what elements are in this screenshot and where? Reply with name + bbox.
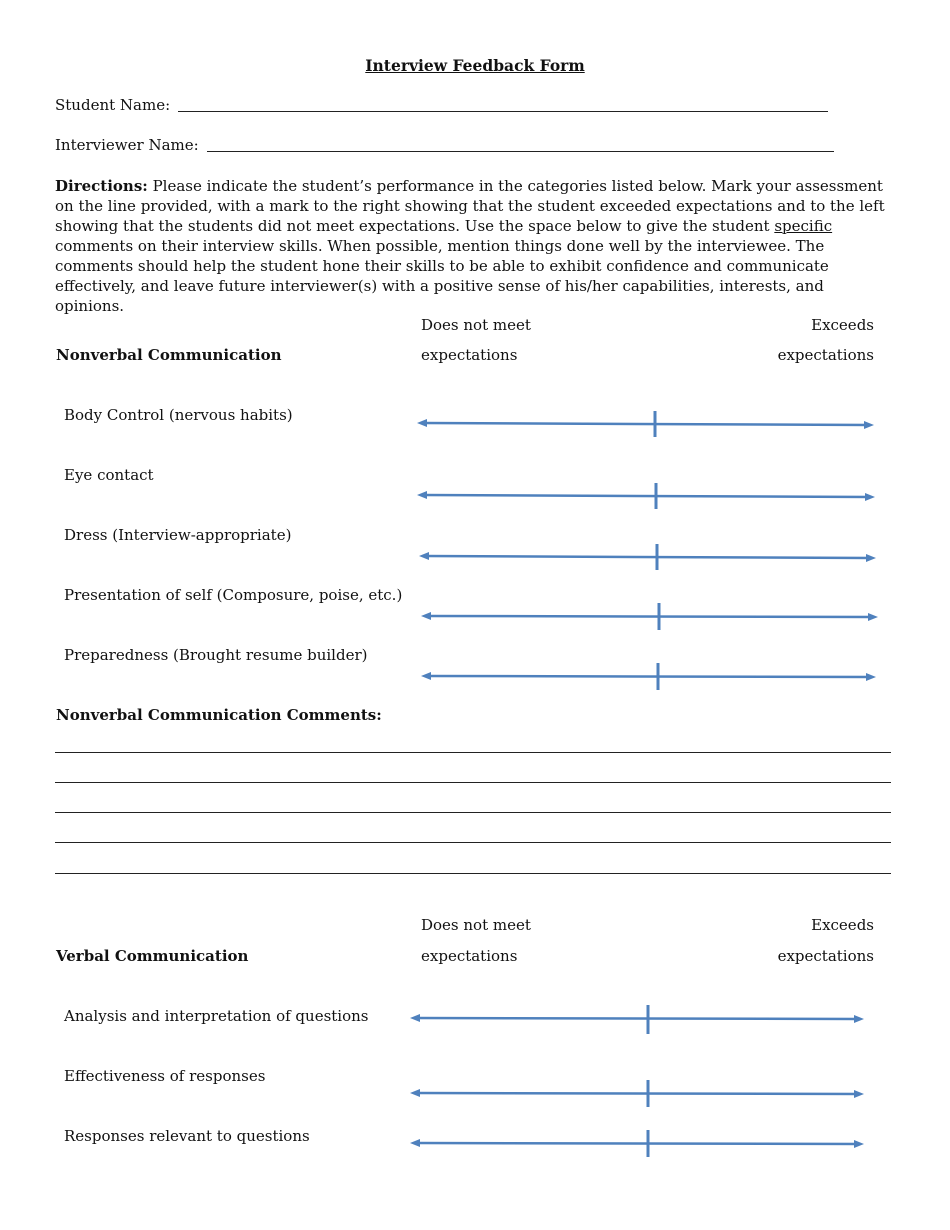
nonverbal-item-label: Body Control (nervous habits) xyxy=(64,406,293,424)
comment-line[interactable] xyxy=(55,842,891,843)
interviewer-name-field[interactable] xyxy=(207,151,834,152)
scale-left-arrowhead xyxy=(421,672,431,680)
rating-scale-preparedness[interactable] xyxy=(419,661,884,693)
scale-line xyxy=(427,676,872,677)
nonverbal-item-label: Dress (Interview-appropriate) xyxy=(64,526,292,544)
verbal-heading: Verbal Communication xyxy=(56,947,249,965)
scale-right-arrowhead xyxy=(854,1140,864,1148)
student-name-label: Student Name: xyxy=(55,96,171,114)
verbal-item-label: Responses relevant to questions xyxy=(64,1127,310,1145)
interviewer-name-row xyxy=(55,136,834,154)
nonverbal-item-label: Eye contact xyxy=(64,466,154,484)
scale-line xyxy=(427,616,874,617)
comment-line[interactable] xyxy=(55,873,891,874)
comment-line[interactable] xyxy=(55,812,891,813)
comment-line[interactable] xyxy=(55,752,891,753)
scale-right-arrowhead xyxy=(854,1090,864,1098)
scale-line xyxy=(423,495,871,497)
scale-right-arrowhead xyxy=(868,613,878,621)
form-title: Interview Feedback Form xyxy=(365,56,585,75)
directions-text-2: comments on their interview skills. When possible, mention things done well by the interviewee. The comments should help the student hone their skills to be able to exhibit confidence and communicate effectively, and leave future interviewer(s) with a positive sense of his/her capabilities, interests, and opinions. xyxy=(55,237,829,315)
scale-line xyxy=(416,1143,860,1144)
verbal-item-label: Effectiveness of responses xyxy=(64,1067,266,1085)
directions-label: Directions: xyxy=(55,177,148,195)
nonverbal-item-label: Preparedness (Brought resume builder) xyxy=(64,646,368,664)
comment-line[interactable] xyxy=(55,782,891,783)
directions-text-1: Please indicate the student’s performance in the categories listed below. Mark your assessment on the line provided, with a mark to the right showing that the student exceeded expectations and to the left showing that the students did not meet expectations. Use the space below to give the student xyxy=(55,177,885,235)
scale-line xyxy=(423,423,870,425)
nonverbal-item-label: Presentation of self (Composure, poise, etc.) xyxy=(64,586,403,604)
nonverbal-scale-left-line2: expectations xyxy=(421,346,518,364)
verbal-scale-left-line2: expectations xyxy=(421,947,518,965)
student-name-row xyxy=(55,96,828,114)
scale-left-arrowhead xyxy=(417,491,427,499)
student-name-field[interactable] xyxy=(178,111,828,112)
scale-left-arrowhead xyxy=(421,612,431,620)
interviewer-name-label: Interviewer Name: xyxy=(55,136,199,154)
scale-line xyxy=(416,1018,860,1019)
scale-left-arrowhead xyxy=(410,1139,420,1147)
scale-left-arrowhead xyxy=(419,552,429,560)
scale-right-arrowhead xyxy=(864,421,874,429)
scale-left-arrowhead xyxy=(417,419,427,427)
verbal-scale-right-line1: Exceeds xyxy=(811,916,874,934)
verbal-scale-right-line2: expectations xyxy=(777,947,874,965)
rating-scale-presentation[interactable] xyxy=(419,601,884,633)
scale-line xyxy=(425,556,872,558)
scale-right-arrowhead xyxy=(866,673,876,681)
nonverbal-heading: Nonverbal Communication xyxy=(56,346,282,364)
scale-left-arrowhead xyxy=(410,1014,420,1022)
scale-left-arrowhead xyxy=(410,1089,420,1097)
rating-scale-effectiveness[interactable] xyxy=(408,1078,873,1110)
rating-scale-analysis[interactable] xyxy=(408,1003,873,1037)
rating-scale-dress[interactable] xyxy=(417,542,882,574)
scale-right-arrowhead xyxy=(854,1015,864,1023)
nonverbal-scale-right-line1: Exceeds xyxy=(811,316,874,334)
scale-line xyxy=(416,1093,860,1094)
scale-right-arrowhead xyxy=(865,493,875,501)
directions-underlined-word: specific xyxy=(774,217,833,235)
nonverbal-comments-heading: Nonverbal Communication Comments: xyxy=(56,706,382,724)
verbal-scale-left-line1: Does not meet xyxy=(421,916,531,934)
nonverbal-scale-right-line2: expectations xyxy=(777,346,874,364)
rating-scale-relevance[interactable] xyxy=(408,1128,873,1160)
nonverbal-scale-left-line1: Does not meet xyxy=(421,316,531,334)
rating-scale-body-control[interactable] xyxy=(415,408,880,440)
scale-right-arrowhead xyxy=(866,554,876,562)
rating-scale-eye-contact[interactable] xyxy=(415,481,880,513)
directions-paragraph xyxy=(55,176,895,316)
verbal-item-label: Analysis and interpretation of questions xyxy=(64,1007,369,1025)
